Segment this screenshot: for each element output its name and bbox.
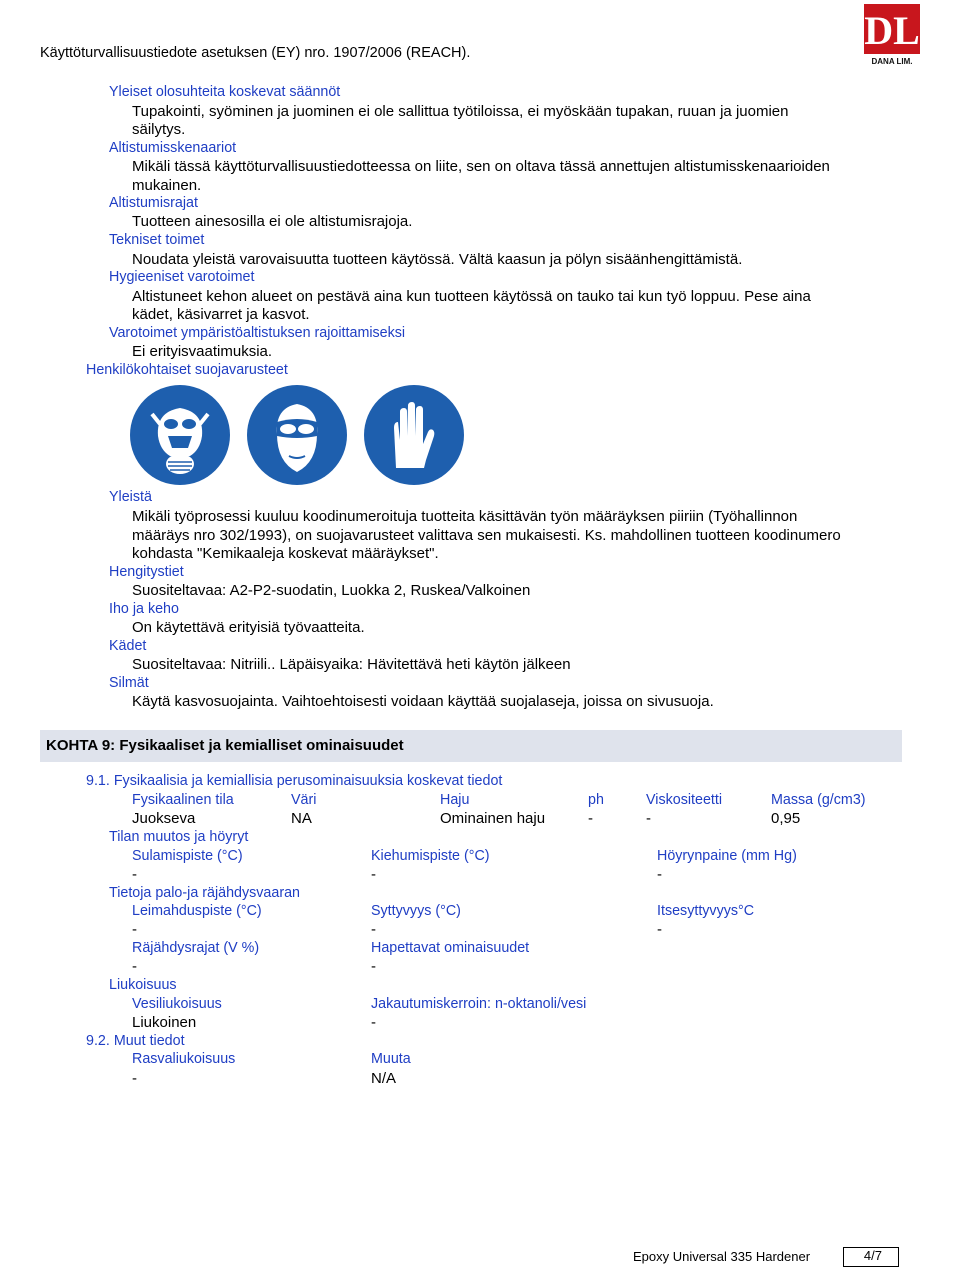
text-yleista-1: Mikäli työprosessi kuuluu koodinumeroituja tuotteita käsittävän työn määräyksen piiriin (Työhallinnon [132,508,798,525]
text-hygienia-2: kädet, käsivarret ja kasvot. [132,306,310,323]
prop-header-haju: Haju [440,792,470,808]
liuk-header-vesiliukoisuus: Vesiliukoisuus [132,996,222,1012]
prop-value-viskositeetti: - [646,810,651,827]
tilan-header-hoyrynpaine: Höyrynpaine (mm Hg) [657,848,797,864]
text-hygienia-1: Altistuneet kehon alueet on pestävä aina kun tuotteen käytössä on tauko tai kun työ loppuu. Pese aina [132,288,811,305]
text-ymparisto-1: Ei erityisvaatimuksia. [132,343,273,360]
prop-header-ph: ph [588,792,604,808]
prop-header-viskositeetti: Viskositeetti [646,792,723,808]
text-yleista-2: määräys nro 302/1993), on suojavarusteet valittava sen mukaisesti. Ks. mahdollinen tuotteen koodinumero [132,527,841,544]
prop-value-ph: - [588,810,593,827]
eye-protection-icon [247,385,347,485]
section-9-title: KOHTA 9: Fysikaaliset ja kemialliset ominaisuudet [46,737,404,754]
heading-tilan-muutos: Tilan muutos ja höyryt [109,829,249,845]
muut-value-muuta: N/A [371,1070,397,1087]
text-skenaariot-1: Mikäli tässä käyttöturvallisuustiedotteessa on liite, sen on oltava tässä annettujen altistumisskenaarioiden [132,158,830,175]
text-skenaariot-2: mukainen. [132,177,202,194]
palo-header-syttyvyys: Syttyvyys (°C) [371,903,461,919]
text-kadet-1: Suositeltavaa: Nitriili.. Läpäisyaika: Hävitettävä heti käytön jälkeen [132,656,571,673]
heading-liukoisuus: Liukoisuus [109,977,177,993]
raj-value-rajahdysrajat: - [132,958,137,975]
prop-value-massa: 0,95 [771,810,801,827]
heading-kadet: Kädet [109,638,147,654]
palo-value-syttyvyys: - [371,921,376,938]
heading-ymparisto: Varotoimet ympäristöaltistuksen rajoittamiseksi [109,325,406,341]
muut-header-rasvaliukoisuus: Rasvaliukoisuus [132,1051,236,1067]
heading-yleista: Yleistä [109,489,152,505]
text-yleista-3: kohdasta "Kemikaaleja koskevat määräykset". [132,545,439,562]
text-yleiset-2: säilytys. [132,121,186,138]
raj-header-hapettavat: Hapettavat ominaisuudet [371,940,530,956]
tilan-header-sulamispiste: Sulamispiste (°C) [132,848,243,864]
footer-product-name: Epoxy Universal 335 Hardener [633,1249,811,1264]
page-number-box [843,1247,899,1267]
tilan-value-sulamispiste: - [132,866,137,883]
prop-header-tila: Fysikaalinen tila [132,792,234,808]
text-rajat-1: Tuotteen ainesosilla ei ole altistumisrajoja. [132,213,413,230]
heading-9-1: 9.1. Fysikaalisia ja kemiallisia perusominaisuuksia koskevat tiedot [86,773,503,789]
liuk-value-vesiliukoisuus: Liukoinen [132,1014,197,1031]
heading-palo: Tietoja palo-ja räjähdysvaaran [109,885,300,901]
company-logo [864,4,920,66]
logo-caption: DANA LIM. [871,57,913,66]
heading-hygienia: Hygieeniset varotoimet [109,269,255,285]
section-9-header [40,730,902,762]
prop-header-vari: Väri [291,792,317,808]
page-number: 4/7 [863,1248,882,1263]
heading-hengitys: Hengitystiet [109,564,184,580]
palo-header-leimahduspiste: Leimahduspiste (°C) [132,903,262,919]
raj-value-hapettavat: - [371,958,376,975]
document-header-title: Käyttöturvallisuustiedote asetuksen (EY) nro. 1907/2006 (REACH). [40,45,471,61]
tilan-value-kiehumispiste: - [371,866,376,883]
prop-value-tila: Juokseva [132,810,196,827]
muut-header-muuta: Muuta [371,1051,411,1067]
text-yleiset-1: Tupakointi, syöminen ja juominen ei ole sallittua työtiloissa, ei myöskään tupakan, ruuan ja juomien [132,103,789,120]
heading-9-2: 9.2. Muut tiedot [86,1033,185,1049]
heading-tekniset: Tekniset toimet [109,232,205,248]
heading-skenaariot: Altistumisskenaariot [109,140,237,156]
heading-henkilokohtaiset: Henkilökohtaiset suojavarusteet [86,362,288,378]
logo-letters: DL [864,8,920,53]
text-iho-1: On käytettävä erityisiä työvaatteita. [132,619,365,636]
palo-value-itsesyttyvyys: - [657,921,662,938]
raj-header-rajahdysrajat: Räjähdysrajat (V %) [132,940,260,956]
muut-value-rasvaliukoisuus: - [132,1070,137,1087]
prop-header-massa: Massa (g/cm3) [771,792,866,808]
prop-value-haju: Ominainen haju [440,810,546,827]
heading-silmat: Silmät [109,675,149,691]
gloves-icon [364,385,464,485]
palo-header-itsesyttyvyys: Itsesyttyvyys°C [657,903,755,919]
palo-value-leimahduspiste: - [132,921,137,938]
heading-yleiset: Yleiset olosuhteita koskevat säännöt [109,84,341,100]
text-tekniset-1: Noudata yleistä varovaisuutta tuotteen käytössä. Vältä kaasun ja pölyn sisäänhengittämistä. [132,251,743,268]
prop-value-vari: NA [291,810,312,827]
respirator-icon [130,385,230,485]
ppe-icons [130,384,466,491]
liuk-header-jakautumiskerroin: Jakautumiskerroin: n-oktanoli/vesi [371,996,587,1012]
liuk-value-jakautumiskerroin: - [371,1014,376,1031]
text-hengitys-1: Suositeltavaa: A2-P2-suodatin, Luokka 2, Ruskea/Valkoinen [132,582,531,599]
heading-iho: Iho ja keho [109,601,179,617]
tilan-value-hoyrynpaine: - [657,866,662,883]
text-silmat-1: Käytä kasvosuojainta. Vaihtoehtoisesti voidaan käyttää suojalaseja, joissa on sivusuoja. [132,693,714,710]
heading-rajat: Altistumisrajat [109,195,198,211]
tilan-header-kiehumispiste: Kiehumispiste (°C) [371,848,490,864]
